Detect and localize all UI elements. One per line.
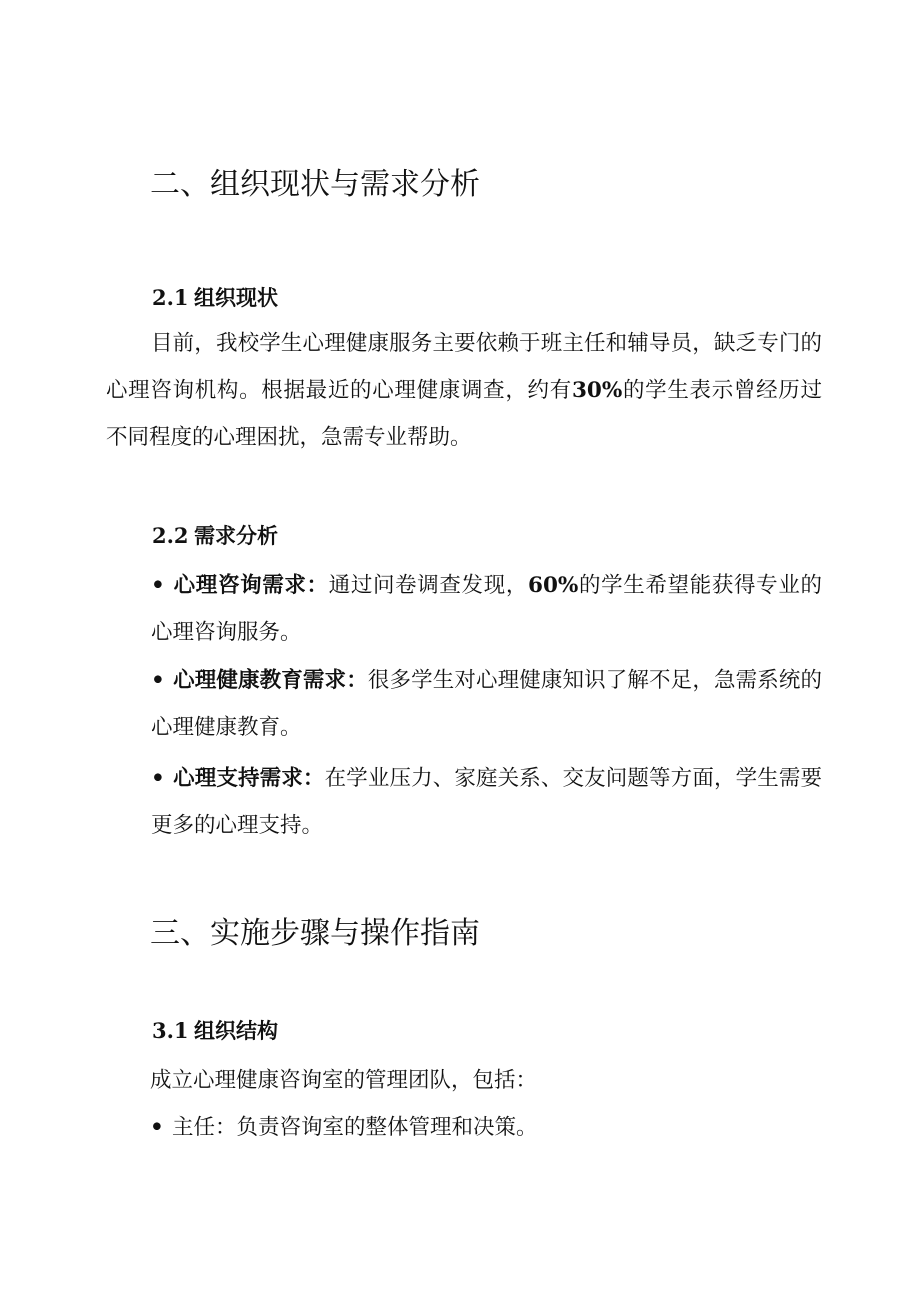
subsection-title: 组织结构 — [194, 1018, 278, 1043]
list-item — [106, 657, 822, 751]
list-item — [106, 562, 822, 656]
subsection-2-2-heading — [152, 522, 278, 550]
item-text: 的学生希望能获得专业的心理咨询服务。 — [151, 573, 822, 645]
subsection-title: 需求分析 — [194, 523, 278, 548]
item-label: 心理咨询需求： — [173, 573, 329, 598]
percentage-value: 30% — [571, 378, 623, 403]
status-paragraph — [106, 320, 822, 461]
item-label: 心理支持需求： — [173, 766, 325, 791]
percentage-value: 60% — [528, 573, 579, 598]
item-text: 在学业压力、家庭关系、交友问题等方面，学生需要更多的心理支持。 — [151, 766, 822, 838]
bullet-icon: • — [151, 766, 165, 791]
list-item — [106, 755, 822, 849]
item-label: 心理健康教育需求： — [173, 668, 368, 693]
subsection-title: 组织现状 — [194, 285, 278, 310]
subsection-2-1-heading — [152, 284, 278, 312]
paragraph-text: 目前，我校学生心理健康服务主要依赖于班主任和辅导员，缺乏专门的心理咨询机构。根据最近的心理健康调查，约有 — [106, 331, 822, 403]
subsection-number: 2.2 — [152, 523, 189, 548]
subsection-number: 2.1 — [152, 285, 189, 310]
subsection-number: 3.1 — [152, 1018, 189, 1043]
item-text: 通过问卷调查发现， — [328, 573, 528, 598]
section-3-heading: 三、实施步骤与操作指南 — [150, 916, 480, 951]
paragraph-text: 的学生表示曾经历过不同程度的心理困扰，急需专业帮助。 — [106, 378, 822, 450]
list-item — [150, 1113, 538, 1143]
bullet-icon: • — [150, 1115, 164, 1140]
item-text: 主任：负责咨询室的整体管理和决策。 — [172, 1115, 538, 1140]
item-text: 很多学生对心理健康知识了解不足，急需系统的心理健康教育。 — [151, 668, 822, 740]
section-2-heading: 二、组织现状与需求分析 — [150, 167, 480, 202]
bullet-icon: • — [151, 573, 165, 598]
intro-text: 成立心理健康咨询室的管理团队，包括： — [150, 1068, 538, 1093]
subsection-3-1-heading — [152, 1017, 278, 1045]
bullet-icon: • — [151, 668, 165, 693]
